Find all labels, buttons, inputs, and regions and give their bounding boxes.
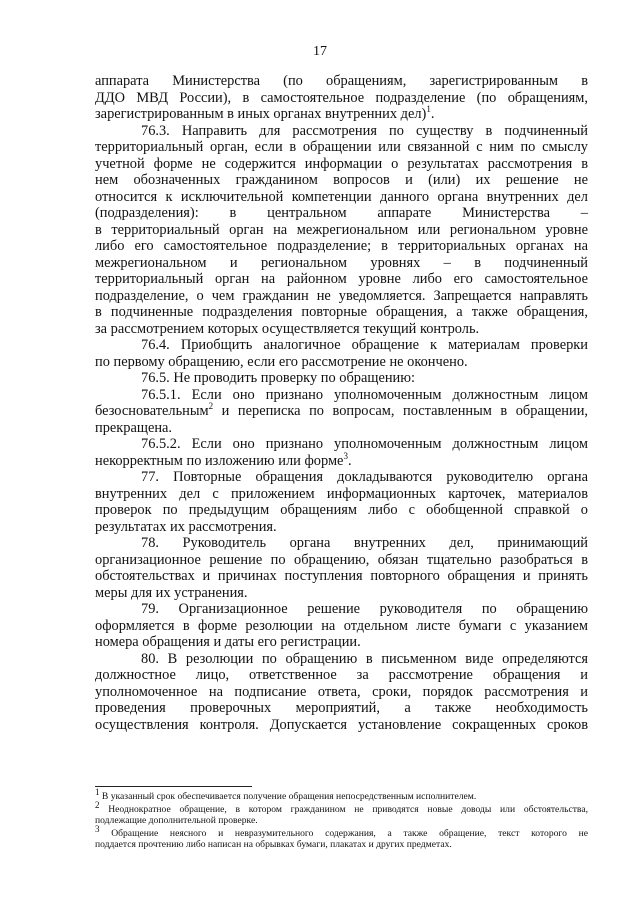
text-line: межрегиональном и региональном уровнях – в подчиненный [95, 254, 588, 271]
paragraph-77 [95, 469, 588, 535]
text-line: 76.5.1. Если оно признано уполномоченным должностным лицом [141, 386, 588, 403]
text-line: в подчиненные подразделения повторные обращения, а также обращения, [95, 304, 588, 320]
paragraph-76-3 [95, 123, 588, 338]
text-line: обстоятельствах и причинах поступления повторного обращения и принять [95, 568, 588, 584]
paragraph-76-5 [95, 370, 588, 387]
text-line: прекращена. [95, 419, 173, 436]
text-line: проверок по предыдущим обращениям либо с обобщенной справкой о [95, 502, 588, 518]
paragraph-79 [95, 601, 588, 651]
text-line: безосновательным$^2$ и переписка по вопросам, поставленным в обращении, [95, 401, 588, 419]
text-line: по первому обращению, если его рассмотрение не окончено. [95, 353, 468, 370]
text-line: проведения проверочных мероприятий, а также необходимость [95, 700, 588, 716]
text-line: организационное решение по обращению, обязан тщательно разобраться в [95, 551, 588, 568]
text-line: 77. Повторные обращения докладываются руководителю органа [141, 469, 588, 485]
text-line: подразделение, о чем гражданин не уведомляется. Запрещается направлять [95, 287, 588, 304]
footnote-line: $^3$ Обращение неясного и невразумительного содержания, а также обращение, текст которого не [95, 823, 588, 839]
footnote-1 [95, 786, 588, 803]
text-line: в территориальный орган на межрегиональном или региональном уровне [95, 221, 588, 238]
text-line: аппарата Министерства (по обращениям, зарегистрированным в [95, 73, 588, 89]
text-line: 76.4. Приобщить аналогичное обращение к материалам проверки [141, 337, 588, 353]
text-line: (подразделения): в центральном аппарате Министерства – [95, 205, 588, 221]
paragraph-continuation [95, 73, 588, 123]
text-line: уполномоченное на подписание ответа, сроки, порядок рассмотрения и [95, 683, 588, 700]
footnote-line: подлежащие дополнительной проверке. [95, 815, 258, 827]
text-line: 79. Организационное решение руководителя по обращению [141, 601, 588, 617]
footnotes [95, 786, 588, 851]
paragraph-76-5-1 [95, 387, 588, 437]
footnote-divider [95, 786, 252, 787]
text-line: 76.5. Не проводить проверку по обращению: [141, 370, 415, 386]
text-line: 80. В резолюции по обращению в письменном виде определяются [141, 650, 588, 667]
text-line: 78. Руководитель органа внутренних дел, принимающий [141, 535, 588, 551]
text-line: должностное лицо, ответственное за рассмотрение обращения и [95, 667, 588, 683]
paragraph-76-5-2 [95, 436, 588, 469]
text-line: номера обращения и даты его регистрации. [95, 634, 361, 650]
footnote-line: поддается прочтению либо написан на обрывках бумаги, плакатах и других предметах. [95, 839, 452, 851]
footnote-line: $^1$ В указанный срок обеспечивается получение обращения непосредственным исполнителем. [95, 786, 477, 802]
text-line: осуществления контроля. Допускается установление сокращенных сроков [95, 716, 588, 733]
text-line: либо его самостоятельное подразделение; в территориальных органах на [95, 238, 588, 254]
paragraph-78 [95, 535, 588, 601]
text-line: территориальный орган на районном уровне либо его самостоятельное [95, 271, 588, 287]
text-line: относится к исключительной компетенции данного органа внутренних дел [95, 188, 588, 205]
footnote-ref-1: 1 [426, 104, 431, 115]
text-line: нем обозначенных гражданином вопросов и (или) их решение не [95, 172, 588, 188]
page-number: 17 [313, 44, 327, 59]
text-line: за рассмотрением которых осуществляется текущий контроль. [95, 320, 480, 337]
footnote-ref-3: 3 [343, 450, 348, 461]
paragraph-80 [95, 651, 588, 734]
text-line: ДДО МВД России), в самостоятельное подразделение (по обращениям, [95, 89, 588, 106]
footnote-ref-2: 2 [208, 401, 214, 412]
text-line: оформляется в форме резолюции на отдельном листе бумаги с указанием [95, 617, 588, 634]
text-line: некорректным по изложению или форме$^3$. [95, 450, 352, 469]
footnote-line: $^2$ Неоднократное обращение, в котором гражданином не приводятся новые доводы или обстоятельства, [95, 799, 588, 815]
text-line: 76.3. Направить для рассмотрения по существу в подчиненный [141, 122, 588, 139]
text-line: территориальный орган, если в обращении или связанной с ним по смыслу [95, 139, 588, 155]
text-line: учетной форме не содержится информации о результатах рассмотрения в [95, 155, 588, 172]
text-line: зарегистрированным в иных органах внутренних дел)$^1$. [95, 104, 435, 122]
text-line: внутренних дел с приложением информационных карточек, материалов [95, 485, 588, 502]
paragraph-76-4 [95, 337, 588, 370]
text-line: меры для их устранения. [95, 584, 248, 601]
footnote-3 [95, 823, 588, 851]
text-line: 76.5.2. Если оно признано уполномоченным должностным лицом [141, 436, 588, 452]
footnote-2 [95, 799, 588, 827]
text-line: результатах их рассмотрения. [95, 518, 277, 535]
document-body [95, 73, 588, 733]
